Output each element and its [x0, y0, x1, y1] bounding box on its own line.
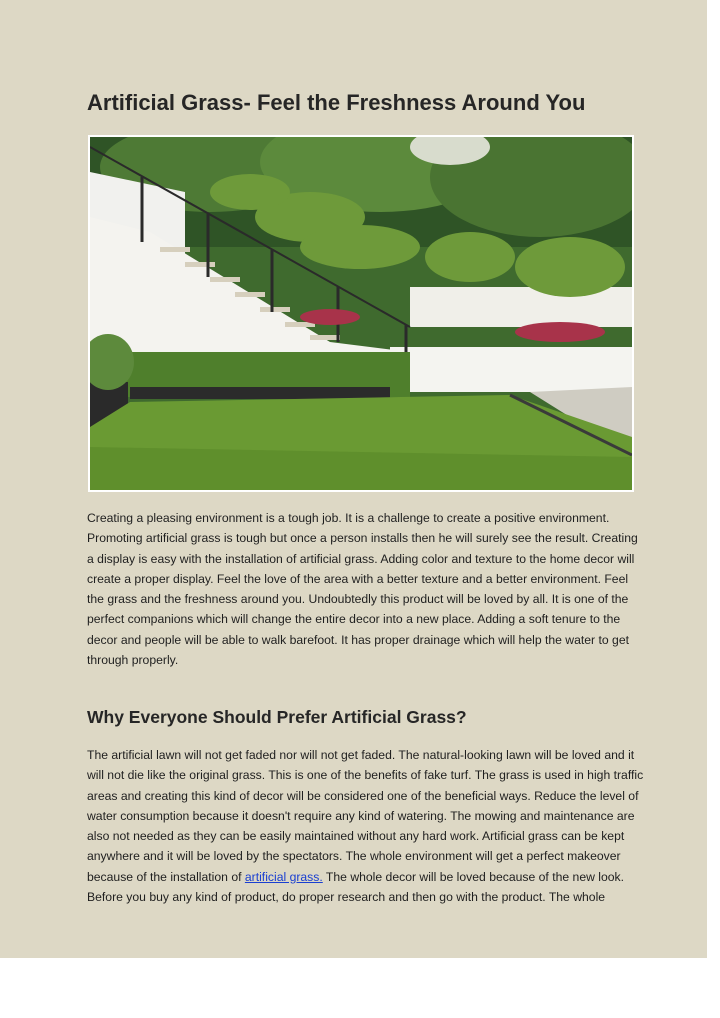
intro-paragraph: Creating a pleasing environment is a tough job. It is a challenge to create a positive environment. Promoting artificial grass is tough but once a person installs then he will surely see the result. Creating a display is easy with the installation of artificial grass. Adding color and texture to the home decor will create a proper display. Feel the love of the area with a better texture and a better environment. Feel the grass and the freshness around you. Undoubtedly this product will be loved by all. It is one of the perfect companions which will change the entire decor into a new place. Adding a soft tenure to the decor and people will be able to walk barefoot. It has proper drainage which will help the water to get through properly. — [87, 511, 638, 668]
section-heading: Why Everyone Should Prefer Artificial Grass? — [87, 707, 467, 727]
document-title: Artificial Grass- Feel the Freshness Around You — [87, 90, 586, 115]
artificial-grass-link[interactable]: artificial grass. — [244, 869, 323, 884]
benefits-paragraph — [87, 745, 647, 907]
benefits-paragraph-text: The artificial lawn will not get faded nor will not get faded. The natural-looking lawn will be loved and it will not die like the original grass. This is one of the benefits of fake turf. The grass is used in high traffic areas and creating this kind of decor will be considered one of the beneficial ways. Reduce the level of water consumption because it doesn't require any kind of watering. The mowing and maintenance are also not needed as they can be easily maintained without any hard work. Artificial grass can be kept anywhere and it will be loved by the spectators. The whole environment will get a perfect makeover because of the installation of — [87, 748, 644, 884]
garden-photo — [88, 135, 634, 492]
benefits-paragraph-text-continued: The whole decor will be loved because of the new look. Before you buy any kind of product, do proper research and then go with the product. The whole — [87, 869, 625, 905]
